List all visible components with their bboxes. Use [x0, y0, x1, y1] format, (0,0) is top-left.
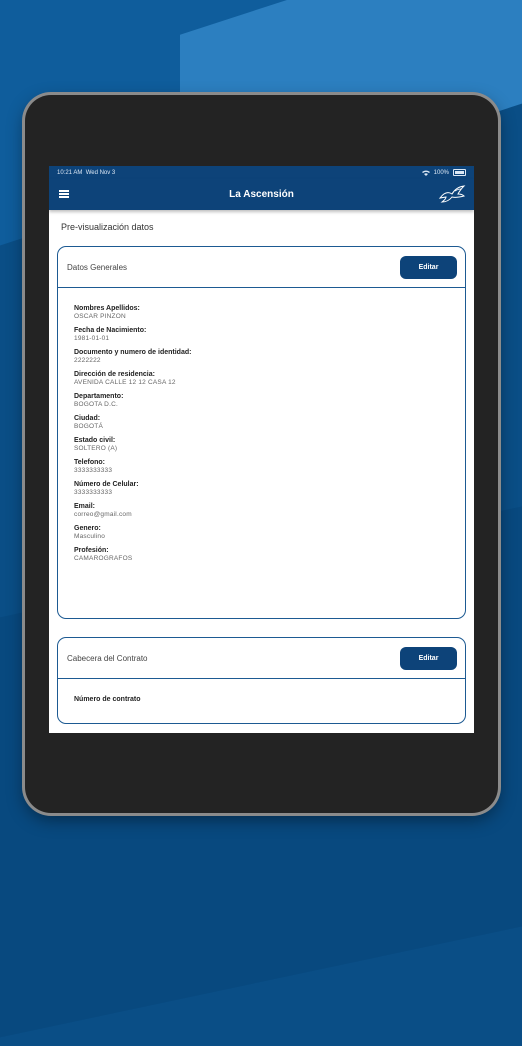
general-data-card: [57, 246, 466, 619]
field-value: AVENIDA CALLE 12 12 CASA 12: [74, 379, 176, 386]
field-label: Telefono:: [74, 459, 105, 466]
field-item: [74, 524, 449, 541]
contract-header-card: [57, 637, 466, 724]
field-value: OSCAR PINZON: [74, 313, 126, 320]
field-value: correo@gmail.com: [74, 511, 132, 518]
field-item: [74, 480, 449, 497]
field-item: [74, 370, 449, 387]
field-label: Documento y numero de identidad:: [74, 349, 192, 356]
edit-contract-button[interactable]: Editar: [400, 647, 457, 670]
field-item: [74, 414, 449, 431]
field-value: BOGOTA D.C.: [74, 401, 118, 408]
status-carrier: Wed Nov 3: [85, 169, 116, 176]
status-time: 10:21 AM: [57, 169, 83, 176]
page-title: Pre-visualización datos: [61, 222, 154, 232]
content-area: [49, 210, 474, 724]
field-value: 3333333333: [74, 467, 113, 474]
app-screen: [49, 166, 474, 733]
field-item: [74, 502, 449, 519]
wifi-icon: [422, 170, 430, 176]
field-item: [74, 436, 449, 453]
hamburger-menu-icon[interactable]: [59, 190, 69, 198]
field-label: Número de Celular:: [74, 481, 139, 488]
field-label: Ciudad:: [74, 415, 101, 422]
field-label: Email:: [74, 503, 96, 510]
battery-percent: 100%: [433, 169, 449, 176]
field-label: Profesión:: [74, 547, 109, 554]
field-item: [74, 546, 449, 563]
general-card-header: [58, 247, 465, 288]
field-label: Nombres Apellidos:: [74, 305, 140, 312]
field-item: [74, 304, 449, 321]
field-label: Genero:: [74, 525, 101, 532]
field-value: 1981-01-01: [74, 335, 110, 342]
field-label: Dirección de residencia:: [74, 371, 155, 378]
field-value: 2222222: [74, 357, 101, 364]
contract-card-body: [58, 679, 465, 723]
field-item: [74, 348, 449, 365]
contract-card-title: Cabecera del Contrato: [67, 653, 148, 663]
field-item: [74, 458, 449, 475]
field-label: Estado civil:: [74, 437, 116, 444]
field-item: [74, 326, 449, 343]
app-bar: [49, 179, 474, 210]
general-card-body: [58, 288, 465, 618]
field-value: Masculino: [74, 533, 106, 540]
field-label: Fecha de Nacimiento:: [74, 327, 147, 334]
status-right: [422, 169, 466, 176]
contract-card-header: [58, 638, 465, 679]
field-value: BOGOTÁ: [74, 423, 104, 430]
edit-general-button[interactable]: Editar: [400, 256, 457, 279]
field-label: Departamento:: [74, 393, 124, 400]
field-value: CAMAROGRAFOS: [74, 555, 133, 562]
field-item: [74, 392, 449, 409]
status-bar: [49, 166, 474, 179]
status-time-carrier: [57, 170, 115, 176]
field-value: 3333333333: [74, 489, 113, 496]
field-item: [74, 695, 449, 704]
field-label: Número de contrato: [74, 696, 141, 703]
dove-logo-icon: [438, 184, 466, 204]
general-card-title: Datos Generales: [67, 262, 128, 272]
app-title: La Ascensión: [229, 189, 294, 200]
field-value: SOLTERO (A): [74, 445, 118, 452]
battery-icon: [453, 169, 466, 176]
